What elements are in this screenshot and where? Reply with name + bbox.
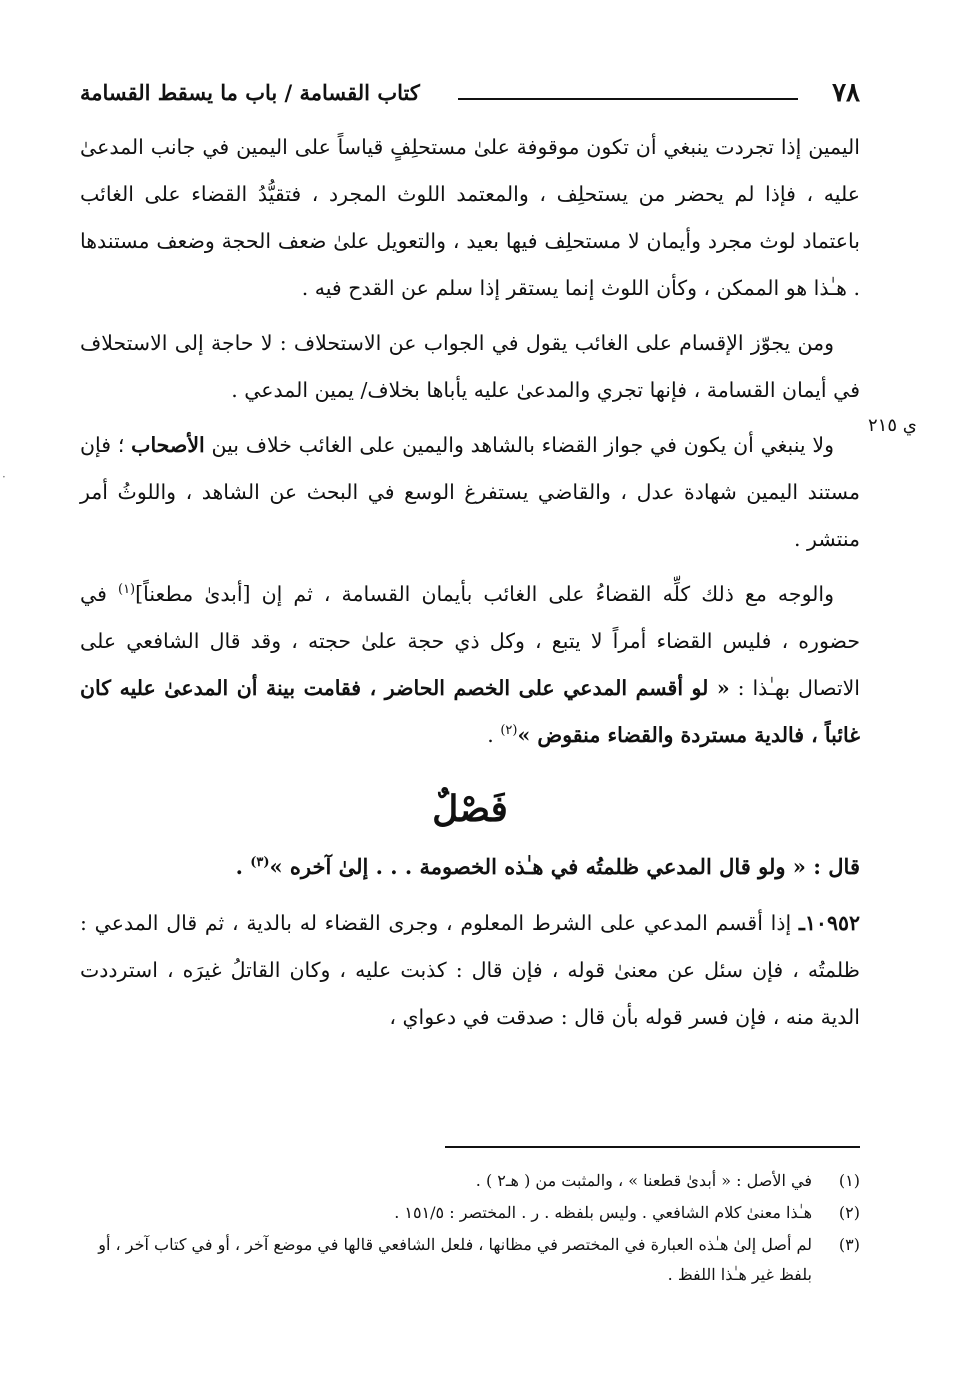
- footnote-text: هـٰذا معنىٰ كلام الشافعي . وليس بلفظه . ر . المختصر : ١٥١/٥ .: [394, 1203, 812, 1222]
- paragraph-4-middle: في حضوره ، فليس القضاء أمراً لا يتبع ، وكل ذي حجة علىٰ حجته ، وقد قال الشافعي على الاتصال بهـٰذا :: [80, 582, 860, 700]
- header-rule: [458, 98, 798, 100]
- footnote-rule: [445, 1146, 860, 1148]
- page-number: ٧٨: [832, 78, 860, 108]
- qala-heading: [80, 843, 860, 890]
- paragraph-3: [80, 422, 860, 563]
- footnote-text: في الأصل : « أبدىٰ قطعنا » ، والمثبت من ( هـ٢ ) .: [475, 1171, 812, 1190]
- footnote-text: لم أصل إلىٰ هـٰذه العبارة في المختصر في مظانها ، فلعل الشافعي قالها في موضع آخر ، أو في كتاب آخر ، أو بلفظ غير هـٰذا اللفظ .: [98, 1235, 812, 1284]
- margin-tick: ·: [2, 470, 6, 484]
- issue-paragraph: [80, 900, 860, 1041]
- footnote-number: (١): [838, 1171, 860, 1190]
- paragraph-3-end: ؛ فإن مستند اليمين شهادة عدل ، والقاضي يستفرغ الوسع في البحث عن الشاهد ، واللوثُ أمر منتشر .: [80, 433, 860, 551]
- paragraph-3-bold-term: الأصحاب: [131, 433, 205, 457]
- footnote: [80, 1198, 860, 1228]
- paragraph-2: ومن يجوّز الإقسام على الغائب يقول في الجواب عن الاستحلاف : لا حاجة إلى الاستحلاف في أيمان القسامة ، فإنها تجري والمدعىٰ عليه يأباها بخلاف/ يمين المدعي .: [80, 331, 860, 402]
- footnote-ref-3: (٣): [250, 855, 270, 870]
- paragraph-4: [80, 571, 860, 759]
- paragraph-4-start: والوجه مع ذلك كلِّه القضاءُ على الغائب بأيمان القسامة ، ثم إن [أبدىٰ مطعناً]: [135, 582, 834, 606]
- running-title: كتاب القسامة / باب ما يسقط القسامة: [80, 80, 420, 105]
- page-header: [80, 78, 860, 118]
- manuscript-folio-note: ي ٢١٥: [868, 415, 917, 436]
- qala-text: قال : « ولو قال المدعي ظلمتُه في هـٰذه الخصومة . . . إلىٰ آخره »: [269, 854, 860, 879]
- shafii-quote: « لو أقسم المدعي على الخصم الحاضر ، فقامت بينة أن المدعىٰ عليه كان غائباً ، فالدية مستردة والقضاء منقوض »: [80, 676, 860, 747]
- paragraph-1: اليمين إذا تجردت ينبغي أن تكون موقوفة علىٰ مستحلِفٍ قياساً على اليمين في جانب المدعىٰ عليه ، فإذا لم يحضر من يستحلِف ، والمعتمد اللوث المجرد ، فتقيُّدُ القضاء على الغائب باعتماد لوث مجرد وأيمان لا مستحلِف فيها بعيد ، والتعويل علىٰ ضعف الحجة وضعف مستندها . هـٰذا هو الممكن ، وكأن اللوث إنما يستقر إذا سلم عن القدح فيه .: [80, 135, 860, 300]
- footnote: [80, 1230, 860, 1290]
- main-text: [80, 124, 860, 1049]
- qala-end: .: [235, 854, 243, 879]
- fasl-ornament: فَصْلٌ: [432, 788, 508, 830]
- footnote-number: (٣): [838, 1235, 860, 1254]
- paragraph-4-end: .: [487, 723, 494, 747]
- issue-number: ١٠٩٥٢ـ: [798, 911, 860, 935]
- footnote: [80, 1166, 860, 1196]
- footnote-ref-1: (١): [117, 582, 136, 598]
- footnote-number: (٢): [838, 1203, 860, 1222]
- footnotes: [80, 1166, 860, 1292]
- footnote-ref-2: (٢): [500, 723, 518, 739]
- paragraph-3-start: ولا ينبغي أن يكون في جواز القضاء بالشاهد واليمين على الغائب خلاف بين: [211, 433, 834, 457]
- issue-text: إذا أقسم المدعي على الشرط المعلوم ، وجرى القضاء له بالدية ، ثم قال المدعي : ظلمتُه ، فإن سئل عن معنىٰ قوله ، فإن قال : كذبت عليه ، وكان القاتلُ غيرَه ، استرددت الدية منه ، فإن فسر قوله بأن قال : صدقت في دعواي ،: [80, 911, 860, 1029]
